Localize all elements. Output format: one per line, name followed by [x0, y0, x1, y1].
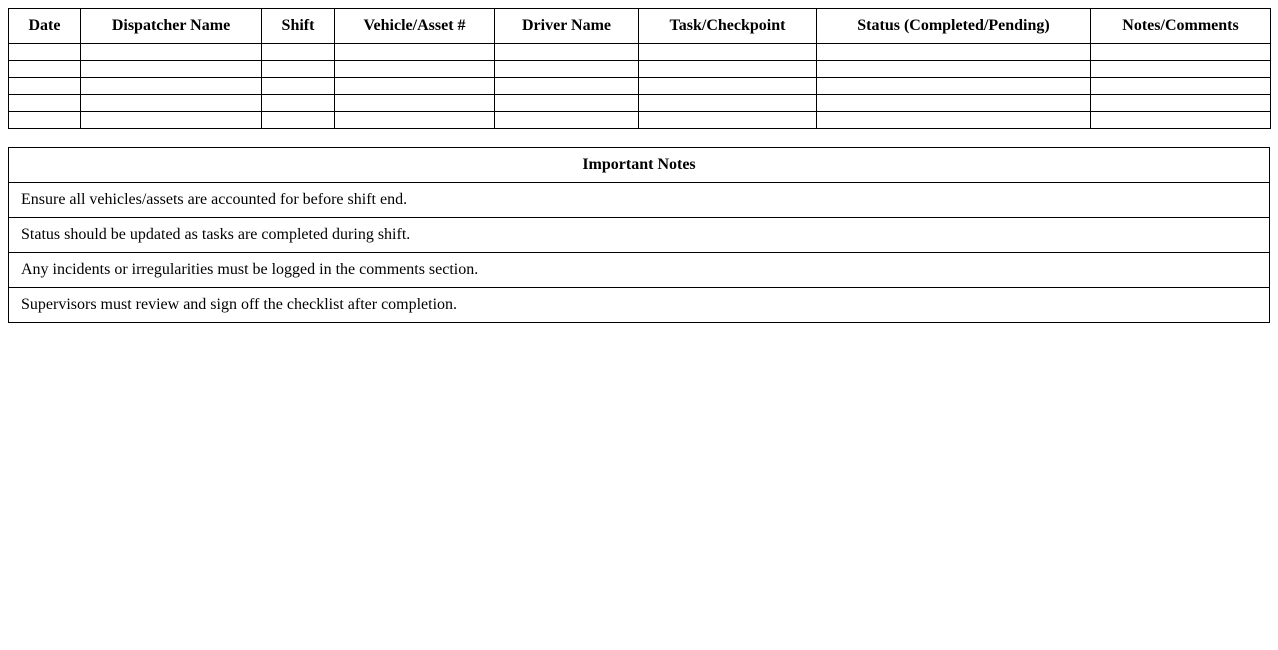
- table-cell[interactable]: [495, 61, 639, 78]
- table-row: [9, 95, 1271, 112]
- table-cell[interactable]: [495, 95, 639, 112]
- table-cell[interactable]: [495, 44, 639, 61]
- column-header-shift: Shift: [262, 9, 335, 44]
- table-cell[interactable]: [335, 44, 495, 61]
- table-cell[interactable]: [639, 44, 817, 61]
- column-header-status: Status (Completed/Pending): [817, 9, 1091, 44]
- note-item: Ensure all vehicles/assets are accounted for before shift end.: [9, 183, 1270, 218]
- table-cell[interactable]: [639, 61, 817, 78]
- table-cell[interactable]: [817, 112, 1091, 129]
- note-item: Supervisors must review and sign off the checklist after completion.: [9, 288, 1270, 323]
- table-cell[interactable]: [262, 95, 335, 112]
- table-cell[interactable]: [639, 95, 817, 112]
- table-row: [9, 61, 1271, 78]
- table-cell[interactable]: [262, 61, 335, 78]
- table-cell[interactable]: [335, 95, 495, 112]
- table-row: [9, 44, 1271, 61]
- note-row: [9, 288, 1270, 323]
- note-item: Status should be updated as tasks are completed during shift.: [9, 218, 1270, 253]
- notes-title: Important Notes: [9, 148, 1270, 183]
- table-cell[interactable]: [335, 61, 495, 78]
- important-notes-table: [8, 147, 1270, 323]
- page: [0, 0, 1278, 323]
- column-header-date: Date: [9, 9, 81, 44]
- table-cell[interactable]: [9, 44, 81, 61]
- table-cell[interactable]: [817, 44, 1091, 61]
- table-row: [9, 78, 1271, 95]
- table-cell[interactable]: [262, 44, 335, 61]
- table-cell[interactable]: [81, 95, 262, 112]
- table-cell[interactable]: [9, 78, 81, 95]
- table-cell[interactable]: [9, 112, 81, 129]
- table-cell[interactable]: [639, 78, 817, 95]
- table-cell[interactable]: [262, 112, 335, 129]
- table-cell[interactable]: [1091, 112, 1271, 129]
- note-row: [9, 218, 1270, 253]
- table-cell[interactable]: [1091, 44, 1271, 61]
- table-cell[interactable]: [817, 61, 1091, 78]
- table-cell[interactable]: [81, 44, 262, 61]
- table-cell[interactable]: [262, 78, 335, 95]
- table-row: [9, 112, 1271, 129]
- column-header-vehicle-asset: Vehicle/Asset #: [335, 9, 495, 44]
- table-cell[interactable]: [81, 61, 262, 78]
- table-cell[interactable]: [1091, 61, 1271, 78]
- column-header-notes-comments: Notes/Comments: [1091, 9, 1271, 44]
- notes-header-row: [9, 148, 1270, 183]
- note-row: [9, 183, 1270, 218]
- table-cell[interactable]: [495, 112, 639, 129]
- table-cell[interactable]: [495, 78, 639, 95]
- column-header-driver-name: Driver Name: [495, 9, 639, 44]
- dispatch-checklist-table: [8, 8, 1271, 129]
- table-cell[interactable]: [817, 95, 1091, 112]
- table-cell[interactable]: [639, 112, 817, 129]
- header-row: [9, 9, 1271, 44]
- table-cell[interactable]: [1091, 78, 1271, 95]
- column-header-dispatcher-name: Dispatcher Name: [81, 9, 262, 44]
- table-cell[interactable]: [335, 112, 495, 129]
- note-row: [9, 253, 1270, 288]
- table-cell[interactable]: [335, 78, 495, 95]
- table-cell[interactable]: [9, 95, 81, 112]
- column-header-task-checkpoint: Task/Checkpoint: [639, 9, 817, 44]
- table-cell[interactable]: [817, 78, 1091, 95]
- table-cell[interactable]: [81, 112, 262, 129]
- table-cell[interactable]: [81, 78, 262, 95]
- table-cell[interactable]: [9, 61, 81, 78]
- note-item: Any incidents or irregularities must be logged in the comments section.: [9, 253, 1270, 288]
- table-cell[interactable]: [1091, 95, 1271, 112]
